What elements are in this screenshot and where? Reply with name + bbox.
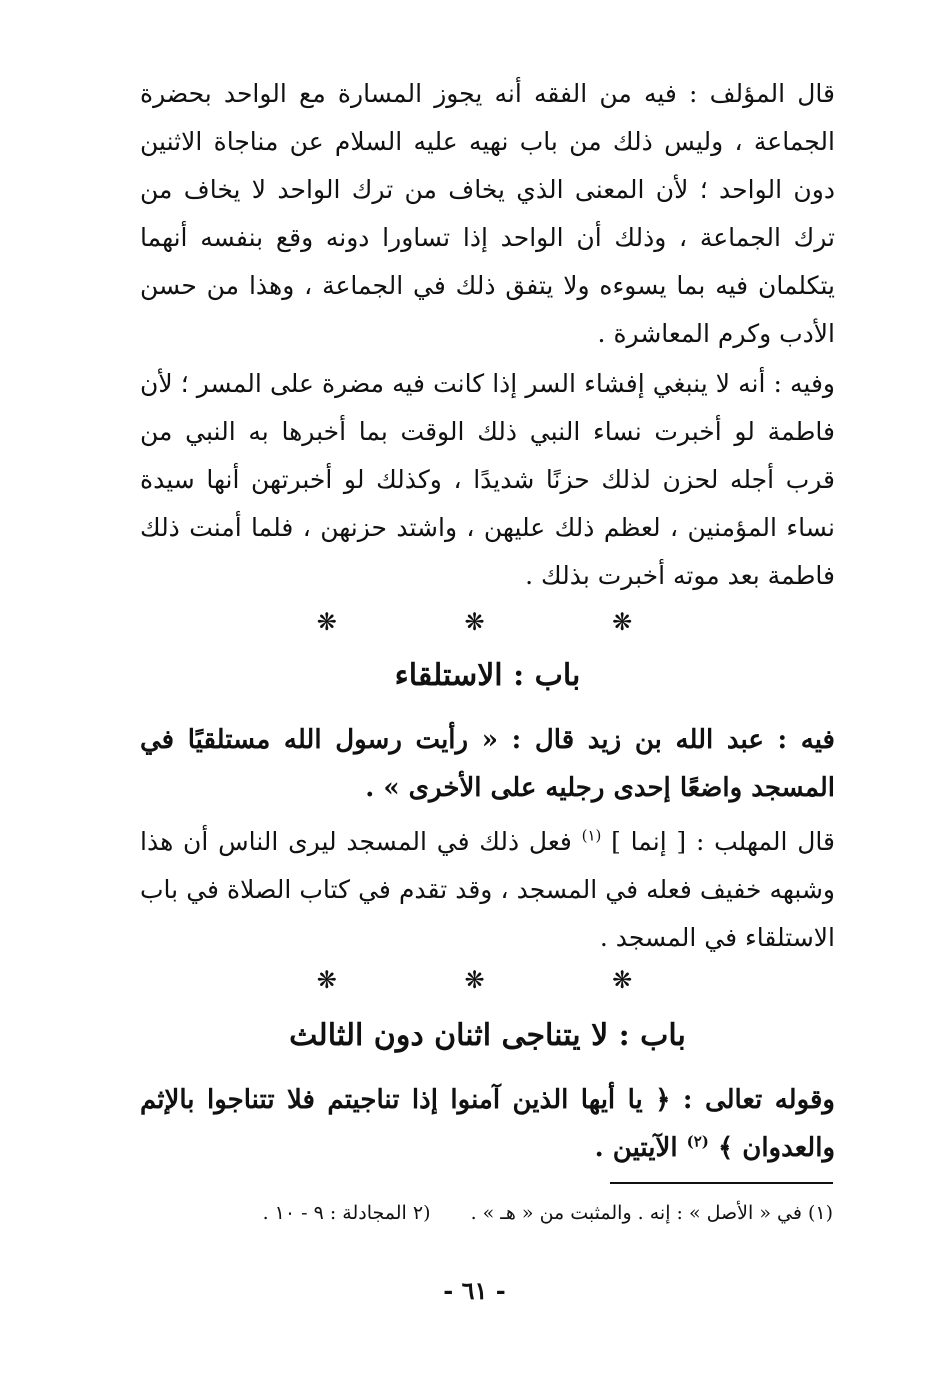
paragraph-quran-verse [140,1076,835,1172]
paragraph-hadith [140,716,835,812]
footnotes [150,1198,833,1228]
paragraph-text: قال المهلب : [ إنما ] [601,827,835,856]
paragraph-author-comment [140,70,835,358]
paragraph-secret-disclosure [140,360,835,600]
footnote-1: (١) في « الأصل » : إنه . والمثبت من « هـ » . [470,1202,833,1224]
paragraph-text: وفيه : أنه لا ينبغي إفشاء السر إذا كانت فيه مضرة على المسر ؛ لأن فاطمة لو أخبرت نساء النبي ذلك الوقت بما أخبرها به النبي من قرب أجله لحزن لذلك حزنًا شديدًا ، وكذلك لو أخبرتهن أنها سيدة نساء المؤمنين ، لعظم ذلك عليهن ، واشتد حزنهن ، فلما أمنت ذلك فاطمة بعد موته أخبرت بذلك . [140,369,835,590]
footnote-ref-2: (٢) [686,1132,709,1151]
paragraph-text: الآيتين . [594,1133,687,1163]
page-number: - ٦١ - [443,1276,506,1305]
footnote-ref-1: (١) [581,826,602,845]
paragraph-muhallab [140,818,835,962]
paragraph-text: فعل ذلك في المسجد ليرى الناس أن هذا وشبهه خفيف فعله في المسجد ، وقد تقدم في كتاب الصلاة في باب الاستلقاء في المسجد . [140,827,835,952]
paragraph-text: فيه : عبد الله بن زيد قال : « رأيت رسول الله مستلقيًا في المسجد واضعًا إحدى رجليه على الأخرى » . [140,725,835,803]
section-separator: ❋ ❋ ❋ [316,966,693,994]
section-separator: ❋ ❋ ❋ [316,608,693,636]
paragraph-text: وقوله تعالى : ﴿ يا أيها الذين آمنوا إذا تناجيتم فلا تتناجوا بالإثم والعدوان ﴾ [140,1085,835,1163]
paragraph-text: قال المؤلف : فيه من الفقه أنه يجوز المسارة مع الواحد بحضرة الجماعة ، وليس ذلك من باب نهيه عليه السلام عن مناجاة الاثنين دون الواحد ؛ لأن المعنى الذي يخاف من ترك الواحد لا يخاف من ترك الجماعة ، وذلك أن الواحد إذا تساورا دونه وقع بنفسه أنهما يتكلمان فيه بما يسوءه ولا يتفق ذلك في الجماعة ، وهذا من حسن الأدب وكرم المعاشرة . [140,79,835,348]
section-heading-najwa: باب : لا يتناجى اثنان دون الثالث [289,1018,686,1053]
footnote-divider [610,1182,833,1184]
footnote-2: (٢ المجادلة : ٩ - ١٠ . [262,1202,431,1224]
section-heading-istilqa: باب : الاستلقاء [394,658,581,693]
